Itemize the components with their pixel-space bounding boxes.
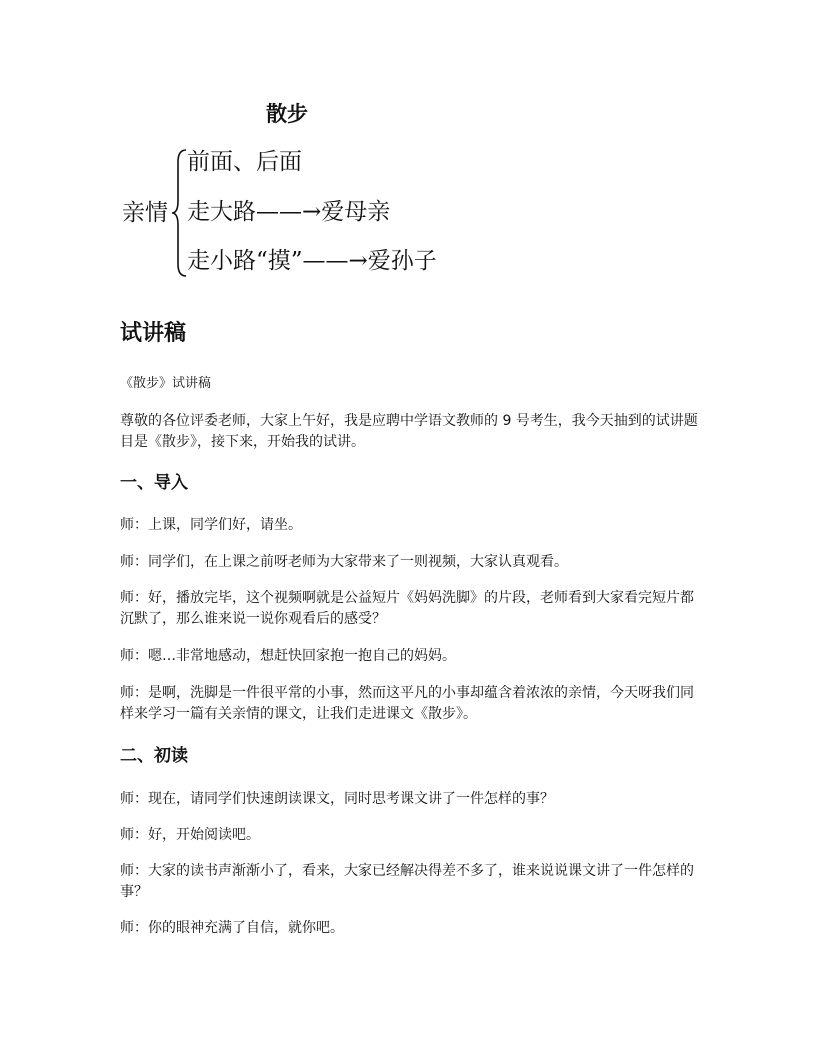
dialogue-paragraph: 师：嗯…非常地感动，想赶快回家抱一抱自己的妈妈。 bbox=[120, 648, 456, 664]
diagram-branch: 走大路——→爱母亲 bbox=[187, 199, 391, 225]
diagram-branch: 走小路“摸”——→爱孙子 bbox=[187, 248, 437, 274]
dialogue-paragraph: 师：大家的读书声渐渐小了，看来，大家已经解决得差不多了，谁来说说课文讲了一件怎样的事？ bbox=[120, 863, 694, 900]
dialogue-paragraph: 师：同学们，在上课之前呀老师为大家带来了一则视频，大家认真观看。 bbox=[120, 554, 568, 570]
dialogue-paragraph: 师：上课，同学们好，请坐。 bbox=[120, 517, 302, 533]
section-heading-intro: 一、导入 bbox=[120, 473, 188, 493]
dialogue-paragraph: 师：是啊，洗脚是一件很平常的小事，然而这平凡的小事却蕴含着浓浓的亲情，今天呀我们同样来学习一篇有关亲情的课文，让我们走进课文《散步》。 bbox=[120, 685, 694, 722]
intro-paragraph: 尊敬的各位评委老师，大家上午好，我是应聘中学语文教师的 9 号考生，我今天抽到的试讲题目是《散步》，接下来，开始我的试讲。 bbox=[120, 413, 698, 450]
diagram-title: 散步 bbox=[266, 101, 308, 126]
curly-brace-icon bbox=[170, 148, 188, 278]
document-subtitle: 《散步》试讲稿 bbox=[120, 376, 212, 391]
dialogue-paragraph: 师：好，播放完毕，这个视频啊就是公益短片《妈妈洗脚》的片段，老师看到大家看完短片都沉默了，那么谁来说一说你观看后的感受？ bbox=[120, 590, 694, 627]
diagram-branch: 前面、后面 bbox=[187, 149, 302, 175]
board-design-diagram bbox=[0, 0, 816, 300]
diagram-root-label: 亲情 bbox=[122, 200, 168, 226]
dialogue-paragraph: 师：现在，请同学们快速朗读课文，同时思考课文讲了一件怎样的事？ bbox=[120, 791, 554, 807]
document-title: 试讲稿 bbox=[120, 321, 187, 346]
dialogue-paragraph: 师：好，开始阅读吧。 bbox=[120, 827, 260, 843]
section-heading-first-reading: 二、初读 bbox=[120, 746, 188, 766]
dialogue-paragraph: 师：你的眼神充满了自信，就你吧。 bbox=[120, 920, 344, 936]
